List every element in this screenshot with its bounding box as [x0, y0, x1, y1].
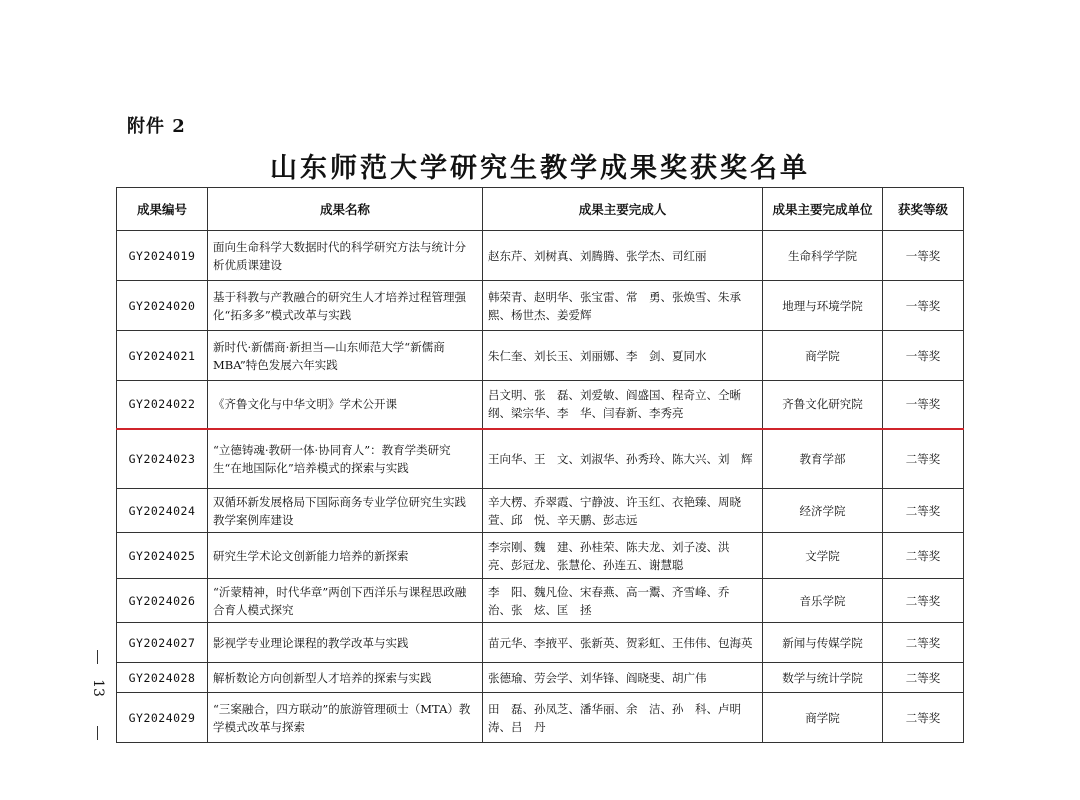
cell-people: 李 阳、魏凡俭、宋春燕、高一鬻、齐雪峰、乔 治、张 炫、匡 拯 [483, 579, 763, 623]
table-row [117, 533, 964, 579]
cell-people: 朱仁奎、刘长玉、刘丽娜、李 剑、夏同水 [483, 331, 763, 381]
cell-code: GY2024019 [117, 231, 208, 281]
cell-people: 吕文明、张 磊、刘爱敏、阎盛国、程奇立、仝晰纲、梁宗华、李 华、闫春新、李秀亮 [483, 381, 763, 429]
header-name: 成果名称 [208, 188, 483, 231]
cell-unit: 生命科学学院 [763, 231, 883, 281]
table-header-row [117, 188, 964, 231]
cell-level: 二等奖 [883, 663, 964, 693]
cell-level: 二等奖 [883, 579, 964, 623]
cell-people: 王向华、王 文、刘淑华、孙秀玲、陈大兴、刘 辉 [483, 429, 763, 489]
cell-name: “沂蒙精神，时代华章”两创下西洋乐与课程思政融合育人模式探究 [208, 579, 483, 623]
cell-name: 研究生学术论文创新能力培养的新探索 [208, 533, 483, 579]
page-number-dash-top [97, 650, 98, 664]
cell-code: GY2024023 [117, 429, 208, 489]
table-row [117, 693, 964, 743]
table-row [117, 381, 964, 429]
cell-people: 韩荣青、赵明华、张宝雷、常 勇、张焕雪、朱承熙、杨世杰、姜爱辉 [483, 281, 763, 331]
table-row [117, 623, 964, 663]
table-row [117, 281, 964, 331]
cell-code: GY2024024 [117, 489, 208, 533]
cell-level: 二等奖 [883, 489, 964, 533]
cell-name: 双循环新发展格局下国际商务专业学位研究生实践教学案例库建设 [208, 489, 483, 533]
cell-code: GY2024020 [117, 281, 208, 331]
document-title: 山东师范大学研究生教学成果奖获奖名单 [270, 153, 810, 184]
cell-name: 解析数论方向创新型人才培养的探索与实践 [208, 663, 483, 693]
table-row [117, 331, 964, 381]
cell-unit: 新闻与传媒学院 [763, 623, 883, 663]
cell-code: GY2024021 [117, 331, 208, 381]
table-row [117, 663, 964, 693]
cell-name: 《齐鲁文化与中华文明》学术公开课 [208, 381, 483, 429]
header-unit: 成果主要完成单位 [763, 188, 883, 231]
page-number: 13 [90, 679, 106, 697]
cell-code: GY2024029 [117, 693, 208, 743]
cell-unit: 文学院 [763, 533, 883, 579]
header-people: 成果主要完成人 [483, 188, 763, 231]
cell-people: 张德瑜、劳会学、刘华锋、阎晓斐、胡广伟 [483, 663, 763, 693]
cell-unit: 地理与环境学院 [763, 281, 883, 331]
awards-table [116, 187, 964, 743]
cell-code: GY2024028 [117, 663, 208, 693]
cell-unit: 数学与统计学院 [763, 663, 883, 693]
cell-code: GY2024022 [117, 381, 208, 429]
cell-name: 基于科教与产教融合的研究生人才培养过程管理强化“拓多多”模式改革与实践 [208, 281, 483, 331]
attachment-label: 附件 2 [127, 116, 186, 137]
page-number-marker [86, 650, 110, 740]
cell-unit: 商学院 [763, 693, 883, 743]
table-row [117, 489, 964, 533]
cell-level: 一等奖 [883, 281, 964, 331]
cell-name: 影视学专业理论课程的教学改革与实践 [208, 623, 483, 663]
cell-people: 辛大楞、乔翠霞、宁静波、许玉红、衣艳臻、周晓萱、邱 悦、辛天鹏、彭志远 [483, 489, 763, 533]
header-level: 获奖等级 [883, 188, 964, 231]
cell-code: GY2024027 [117, 623, 208, 663]
cell-level: 二等奖 [883, 623, 964, 663]
header-code: 成果编号 [117, 188, 208, 231]
cell-people: 赵东芹、刘树真、刘腾腾、张学杰、司红丽 [483, 231, 763, 281]
cell-level: 二等奖 [883, 693, 964, 743]
cell-name: 新时代·新儒商·新担当—山东师范大学“新儒商MBA”特色发展六年实践 [208, 331, 483, 381]
cell-unit: 音乐学院 [763, 579, 883, 623]
cell-people: 田 磊、孙凤芝、潘华丽、余 洁、孙 科、卢明涛、吕 丹 [483, 693, 763, 743]
cell-name: “立德铸魂·教研一体·协同育人”：教育学类研究生“在地国际化”培养模式的探索与实践 [208, 429, 483, 489]
cell-code: GY2024025 [117, 533, 208, 579]
cell-level: 一等奖 [883, 331, 964, 381]
cell-level: 一等奖 [883, 381, 964, 429]
cell-level: 一等奖 [883, 231, 964, 281]
cell-unit: 齐鲁文化研究院 [763, 381, 883, 429]
cell-name: 面向生命科学大数据时代的科学研究方法与统计分析优质课建设 [208, 231, 483, 281]
page-number-dash-bottom [97, 726, 98, 740]
table-row [117, 231, 964, 281]
cell-level: 二等奖 [883, 533, 964, 579]
table-row [117, 429, 964, 489]
cell-unit: 商学院 [763, 331, 883, 381]
cell-unit: 经济学院 [763, 489, 883, 533]
cell-unit: 教育学部 [763, 429, 883, 489]
cell-level: 二等奖 [883, 429, 964, 489]
cell-people: 李宗刚、魏 建、孙桂荣、陈夫龙、刘子凌、洪 亮、彭冠龙、张慧伦、孙连五、谢慧聪 [483, 533, 763, 579]
cell-people: 苗元华、李掖平、张新英、贺彩虹、王伟伟、包海英 [483, 623, 763, 663]
cell-name: “三案融合，四方联动”的旅游管理硕士（MTA）教学模式改革与探索 [208, 693, 483, 743]
cell-code: GY2024026 [117, 579, 208, 623]
table-row [117, 579, 964, 623]
